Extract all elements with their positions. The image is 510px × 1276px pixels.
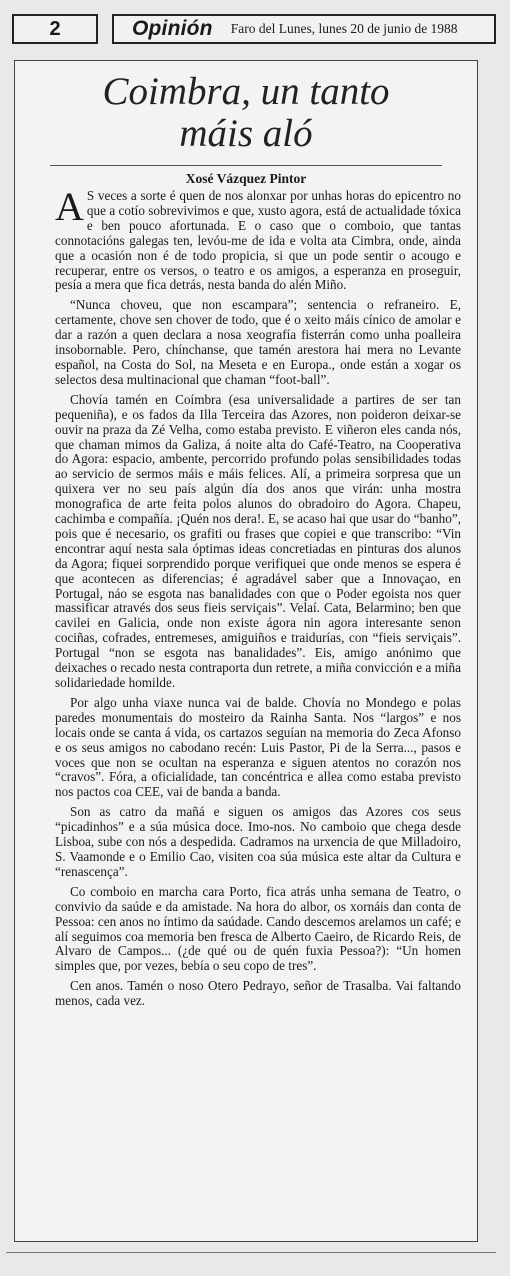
article-paragraph-4: Por algo unha viaxe nunca vai de balde. Chovía no Mondego e polas paredes monumentais do mosteiro da Rainha Santa. Nos “largos” e nos locais onde se canta á vida, os cartazos seguían na memoria do Zeca Afonso e os seus amigos no cabodano recén: Luis Pastor, Pi de la Serra..., pasos e voces que non se ocultan na esperanza e siguen atentos no corazón nos “cravos”. Fóra, a oficialidade, tan concéntrica e allea como estaba previsto nos pactos coa CEE, vai de banda a banda. [55,694,461,800]
article-byline: Xosé Vázquez Pintor [185,171,307,186]
page-number-box [12,14,98,44]
section-name: Opinión [132,17,213,40]
article-paragraph-5: Son as catro da mañá e siguen os amigos das Azores cos seus “picadinhos” e a súa música doce. Imo-nos. No camboio que chega desde Lisboa, sube con nós a despedida. Cadramos na urxencia de que Milladoiro, S. Vaamonde e o Emilio Cao, visiten coa súa música este altar da Cultura e “renascença”. [55,804,461,879]
article-paragraph-2: “Nunca choveu, que non escampara”; sentencia o refraneiro. E, certamente, chove sen chover de todo, que é o xeito máis cínico de amolar e dar a razón a quen declara a nosa xeografía fisterrán como unha poalleira insobornable. Pero, chínchanse, que tamén arestora hai mera no Levante español, na Costa do Sol, na Meseta e en Europa., onde están a xogar os selectos desa multinacional que chaman “foot-ball”. [55,297,461,387]
section-header-box [112,14,496,44]
article-title [15,71,477,155]
page-bottom-rule [6,1252,496,1253]
title-divider [50,165,442,166]
publication-date-line: Faro del Lunes, lunes 20 de junio de 1988 [230,21,458,36]
paragraph-text: S veces a sorte é quen de nos alonxar por unhas horas do epicentro no que a cotío sobrevivimos e que, xusto agora, está de actualidade tóxica e ben pouco afortunada. E o caso que o comboio, que tantas connotacións galegas ten, levóu-me de ida e volta ata Cimbra, onde, ainda que a ocasión non é de todo propicia, si que un pode sentir o acougo e recuperar, entre os versos, o teatro e os amigos, a esperanza en proseguir, pesía a mera que fica detrás, nesta banda do alén Miño. [55,188,461,293]
article-paragraph-3: Chovía tamén en Coímbra (esa universalidade a partires de ser tan pequeniña), e os fados da Illa Terceira das Azores, non poideron deixar-se ouvir na praza da Zé Velha, como estaba previsto. E viñeron eles canda nós, que chaman mimos da Galiza, á noite alta do Café-Teatro, na Cooperativa do Agora: espacio, ambente, percorrido profundo polas sensibilidades todas ao servicio de sermos máis e máis felices. Alí, a primeira sorpresa que un quixera ver no seu país algún día dos anos que virán: unha mostra monografica de arte feita polos alunos do obradoiro do Agora. Chapeu, cachimba e compañía. ¡Quén nos dera!. E, se acaso hai que usar do “banho”, pois que é necesario, os grafiti ou frases que copiei e que transcribo: “Vin encontrar aquí nesta sala óptimas ideas concretiadas en pinturas dos alunos da Agora; fiquei sorprendido porque verifiquei que onde menos se espera é que acontecen as diferencias; é agradável saber que a Innovaçao, en Portugal, náo se esgota nas banalidades con que o Poder egoista nos quer massificar através dos seus fieis serviçais”. Velaí. Cata, Belarmino; ben que cavilei en Galicia, onde non existe ágora nin agora interesante senon cociñas, cofrades, entremeses, amiguiños e traidurías, con “fieis serviçais”. Portugal “non se esgota nas banalidades”. Eis, amigo anónimo que deixaches o recado nesta contraporta dun retrete, a miña convicción e a miña solidariedade homilde. [55,391,461,690]
drop-cap: A [55,184,84,229]
article-paragraph-7: Cen anos. Tamén o noso Otero Pedrayo, señor de Trasalba. Vai faltando menos, cada vez. [55,978,461,1009]
article-title-line-2: máis aló [179,112,313,155]
page-header [12,10,496,46]
article-body [55,184,461,1009]
article-box [14,60,478,1242]
article-paragraph-1 [55,184,461,293]
article-title-line-1: Coimbra, un tanto [102,70,390,113]
page-number: 2 [49,17,61,40]
article-paragraph-6: Co comboio en marcha cara Porto, fica atrás unha semana de Teatro, o convivio da saúde e da amistade. Na hora do albor, os xornáis dan conta de Pessoa: cen anos no íntimo da saúdade. Cando descemos arelamos un café; e alí seguimos coa memoria ben fresca de Alberto Caeiro, de Ricardo Reis, de Alvaro de Campos... (¿de qué ou de quén fuxia Pessoa?): “Un homen simples que, por vezes, bebía o seu copo de tres”. [55,883,461,974]
